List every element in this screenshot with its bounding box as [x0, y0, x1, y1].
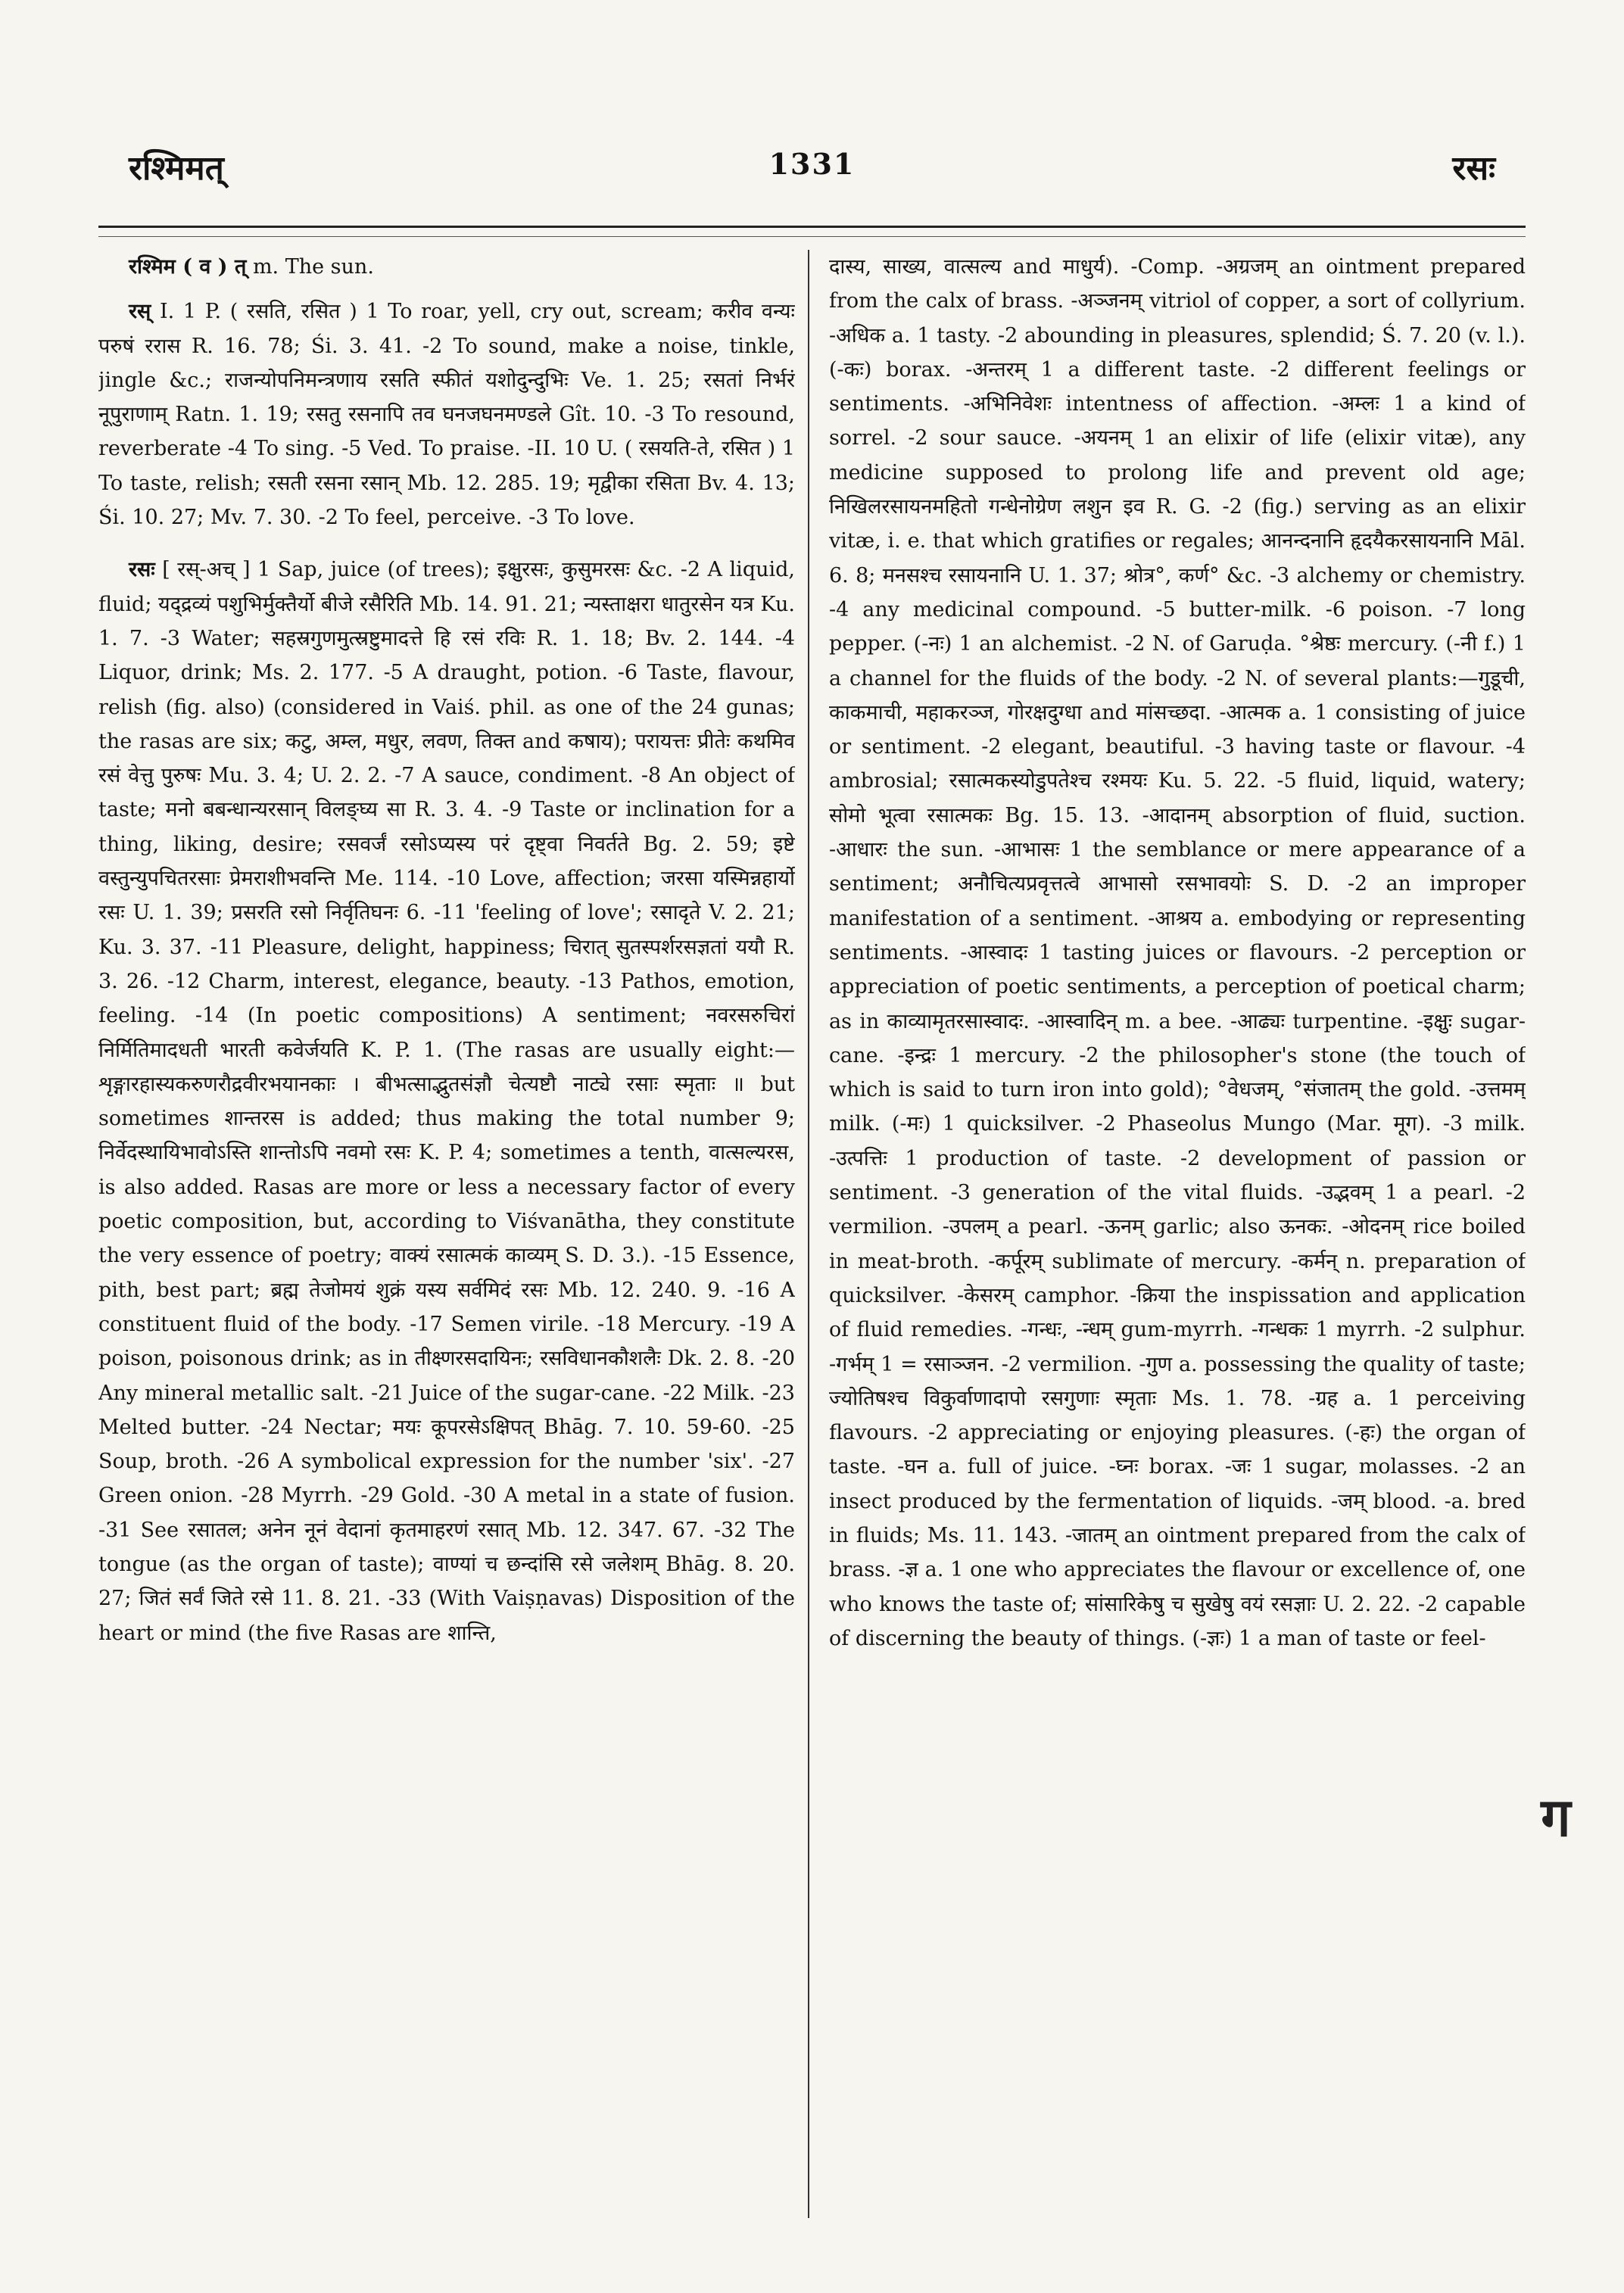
running-head-right: रसः	[1452, 149, 1495, 188]
header-rule	[98, 226, 1526, 228]
entry-text: [ रस्-अच् ] 1 Sap, juice (of trees); इक्षुरसः, कुसुमरसः &c. -2 A liquid, fluid; यद्द्रव्यं पशुभिर्मुक्तैर्यो बीजे रसैरिति Mb. 14. 91. 21; न्यस्ताक्षरा धातुरसेन यत्र Ku. 1. 7. -3 Water; सहस्रगुणमुत्स्रष्टुमादत्ते हि रसं रविः R. 1. 18; Bv. 2. 144. -4 Liquor, drink; Ms. 2. 177. -5 A draught, potion. -6 Taste, flavour, relish (fig. also) (considered in Vaiś. phil. as one of the 24 gunas; the rasas are six; कटु, अम्ल, मधुर, लवण, तिक्त and कषाय); परायत्तः प्रीतेः कथमिव रसं वेत्तु पुरुषः Mu. 3. 4; U. 2. 2. -7 A sauce, condiment. -8 An object of taste; मनो बबन्धान्यरसान् विलङ्घ्य सा R. 3. 4. -9 Taste or inclination for a thing, liking, desire; रसवर्जं रसोऽप्यस्य परं दृष्ट्वा निवर्तते Bg. 2. 59; इष्टे वस्तुन्युपचितरसाः प्रेमराशीभवन्ति Me. 114. -10 Love, affection; जरसा यस्मिन्नहार्यो रसः U. 1. 39; प्रसरति रसो निर्वृतिघनः 6. -11 'feeling of love'; रसादृते V. 2. 21; Ku. 3. 37. -11 Pleasure, delight, happiness; चिरात् सुतस्पर्शरसज्ञतां ययौ R. 3. 26. -12 Charm, interest, elegance, beauty. -13 Pathos, emotion, feeling. -14 (In poetic compositions) A sentiment; नवरसरुचिरां निर्मितिमादधती भारती कवेर्जयति K. P. 1. (The rasas are usually eight:— शृङ्गारहास्यकरुणरौद्रवीरभयानकाः । बीभत्साद्भुतसंज्ञौ चेत्यष्टौ नाट्ये रसाः स्मृताः ॥ but sometimes शान्तरस is added; thus making the total number 9; निर्वेदस्थायिभावोऽस्ति शान्तोऽपि नवमो रसः K. P. 4; sometimes a tenth, वात्सल्यरस, is also added. Rasas are more or less a necessary factor of every poetic composition, but, according to Viśvanātha, they constitute the very essence of poetry; वाक्यं रसात्मकं काव्यम् S. D. 3.). -15 Essence, pith, best part; ब्रह्म तेजोमयं शुक्रं यस्य सर्वमिदं रसः Mb. 12. 240. 9. -16 A constituent fluid of the body. -17 Semen virile. -18 Mercury. -19 A poison, poisonous drink; as in तीक्ष्णरसदायिनः; रसविधानकौशलैः Dk. 2. 8. -20 Any mineral metallic salt. -21 Juice of the sugar-cane. -22 Milk. -23 Melted butter. -24 Nectar; मयः कूपरसेऽक्षिपत् Bhāg. 7. 10. 59-60. -25 Soup, broth. -26 A symbolical expression for the number 'six'. -27 Green onion. -28 Myrrh. -29 Gold. -30 A metal in a state of fusion. -31 See रसातल; अनेन नूनं वेदानां कृतमाहरणं रसात् Mb. 12. 347. 67. -32 The tongue (as the organ of taste); वाण्यां च छन्दांसि रसे जलेशम् Bhāg. 8. 20. 27; जितं सर्वं जिते रसे 11. 8. 21. -33 (With Vaiṣṇavas) Disposition of the heart or mind (the five Rasas are शान्ति,	[98, 558, 795, 1645]
dictionary-entry	[98, 553, 795, 1650]
running-head-left: रश्मिमत्	[129, 149, 224, 188]
column-divider	[808, 250, 809, 2218]
right-column	[829, 250, 1526, 2218]
page-header	[98, 114, 1526, 220]
entry-text: m. The sun.	[252, 255, 374, 279]
headword: रस्	[129, 300, 151, 324]
entry-text: I. 1 P. ( रसति, रसित ) 1 To roar, yell, cry out, scream; करीव वन्यः परुषं ररास R. 16. 78; Śi. 3. 41. -2 To sound, make a noise, tinkle, jingle &c.; राजन्योपनिमन्त्रणाय रसति स्फीतं यशोदुन्दुभिः Ve. 1. 25; रसतां निर्भरं नूपुराणाम् Ratn. 1. 19; रसतु रसनापि तव घनजघनमण्डले Gît. 10. -3 To resound, reverberate -4 To sing. -5 Ved. To praise. -II. 10 U. ( रसयति-ते, रसित ) 1 To taste, relish; रसती रसना रसान् Mb. 12. 285. 19; मृद्वीका रसिता Bv. 4. 13; Śi. 10. 27; Mv. 7. 30. -2 To feel, perceive. -3 To love.	[98, 300, 795, 530]
thumb-index-mark: ग	[1541, 1786, 1571, 1849]
dictionary-entry	[829, 250, 1526, 1656]
entry-text: दास्य, साख्य, वात्सल्य and माधुर्य). -Comp. -अग्रजम् an ointment prepared from the calx of brass. -अञ्जनम् vitriol of copper, a sort of collyrium. -अधिक a. 1 tasty. -2 abounding in pleasures, splendid; Ś. 7. 20 (v. l.). (-कः) borax. -अन्तरम् 1 a different taste. -2 different feelings or sentiments. -अभिनिवेशः intentness of affection. -अम्लः 1 a kind of sorrel. -2 sour sauce. -अयनम् 1 an elixir of life (elixir vitæ), any medicine supposed to prolong life and prevent old age; निखिलरसायनमहितो गन्धेनोग्रेण लशुन इव R. G. -2 (fig.) serving as an elixir vitæ, i. e. that which gratifies or regales; आनन्दनानि हृदयैकरसायनानि Māl. 6. 8; मनसश्च रसायनानि U. 1. 37; श्रोत्र°, कर्ण° &c. -3 alchemy or chemistry. -4 any medicinal compound. -5 butter-milk. -6 poison. -7 long pepper. (-नः) 1 an alchemist. -2 N. of Garuḍa. °श्रेष्ठः mercury. (-नी f.) 1 a channel for the fluids of the body. -2 N. of several plants:—गुडूची, काकमाची, महाकरञ्ज, गोरक्षदुग्धा and मांसच्छदा. -आत्मक a. 1 consisting of juice or sentiment. -2 elegant, beautiful. -3 having taste or flavour. -4 ambrosial; रसात्मकस्योडुपतेश्च रश्मयः Ku. 5. 22. -5 fluid, liquid, watery; सोमो भूत्वा रसात्मकः Bg. 15. 13. -आदानम् absorption of fluid, suction. -आधारः the sun. -आभासः 1 the semblance or mere appearance of a sentiment; अनौचित्यप्रवृत्तत्वे आभासो रसभावयोः S. D. -2 an improper manifestation of a sentiment. -आश्रय a. embodying or representing sentiments. -आस्वादः 1 tasting juices or flavours. -2 perception or appreciation of poetic sentiments, a perception of poetical charm; as in काव्यामृतरसास्वादः. -आस्वादिन् m. a bee. -आढ्यः turpentine. -इक्षुः sugar-cane. -इन्द्रः 1 mercury. -2 the philosopher's stone (the touch of which is said to turn iron into gold); °वेधजम्, °संजातम् the gold. -उत्तमम् milk. (-मः) 1 quicksilver. -2 Phaseolus Mungo (Mar. मूग). -3 milk. -उत्पत्तिः 1 production of taste. -2 development of passion or sentiment. -3 generation of the vital fluids. -उद्भवम् 1 a pearl. -2 vermilion. -उपलम् a pearl. -ऊनम् garlic; also ऊनकः. -ओदनम् rice boiled in meat-broth. -कर्पूरम् sublimate of mercury. -कर्मन् n. preparation of quicksilver. -केसरम् camphor. -क्रिया the inspissation and application of fluid remedies. -गन्धः, -न्धम् gum-myrrh. -गन्धकः 1 myrrh. -2 sulphur. -गर्भम् 1 = रसाञ्जन. -2 vermilion. -गुण a. possessing the quality of taste; ज्योतिषश्च विकुर्वाणादापो रसगुणाः स्मृताः Ms. 1. 78. -ग्रह a. 1 perceiving flavours. -2 appreciating or enjoying pleasures. (-हः) the organ of taste. -घन a. full of juice. -घ्नः borax. -जः 1 sugar, molasses. -2 an insect produced by the fermentation of liquids. -जम् blood. -a. bred in fluids; Ms. 11. 143. -जातम् an ointment prepared from the calx of brass. -ज्ञ a. 1 one who appreciates the flavour or excellence of, one who knows the taste of; सांसारिकेषु च सुखेषु वयं रसज्ञाः U. 2. 22. -2 capable of discerning the beauty of things. (-ज्ञः) 1 a man of taste or feel-	[829, 255, 1526, 1650]
headword: रश्मिम ( व ) त्	[129, 255, 247, 279]
left-column	[98, 250, 795, 2218]
header-rule-thin	[98, 236, 1526, 237]
headword: रसः	[129, 558, 155, 582]
dictionary-entry	[98, 294, 795, 534]
page-number: 1331	[768, 147, 856, 181]
dictionary-entry	[98, 250, 795, 284]
